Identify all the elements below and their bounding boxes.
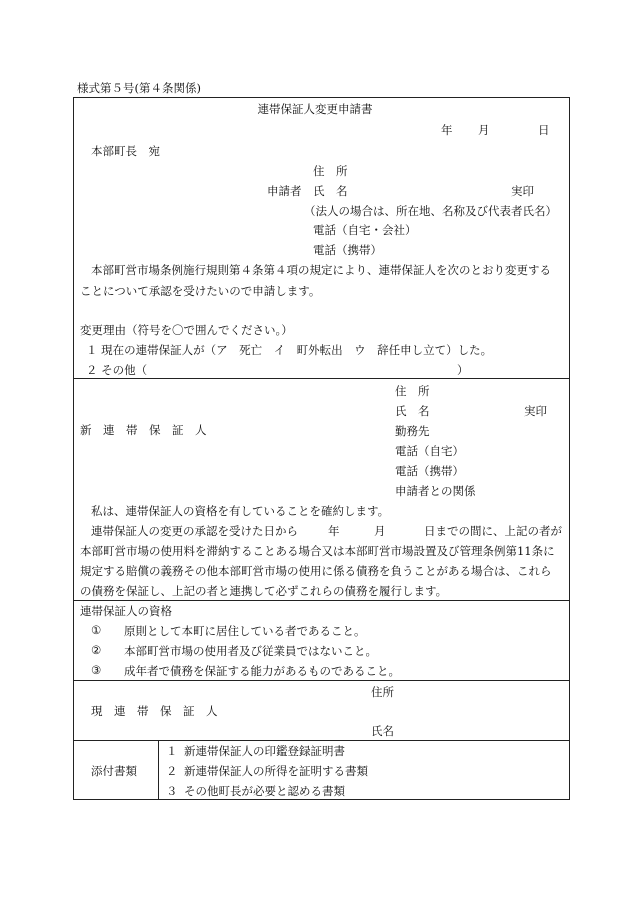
pledge-line2a: 連帯保証人の変更の承認を受けた日から bbox=[91, 524, 298, 538]
pledge-line2b: 日までの間に、上記の者が bbox=[424, 524, 562, 538]
pledge-line1: 私は、連帯保証人の資格を有していることを確約します。 bbox=[91, 504, 390, 518]
reason-heading: 変更理由（符号を〇で囲んでください。） bbox=[80, 323, 293, 337]
attachment-num: ３ bbox=[166, 784, 178, 798]
new-guarantor-phone-home-label: 電話（自宅） bbox=[395, 444, 464, 458]
attachments-column-divider bbox=[158, 740, 159, 800]
pledge-line2-year: 年 bbox=[328, 524, 340, 538]
pledge-line5: の債務を保証し、上記の者と連携して必ずこれらの債務を履行します。 bbox=[80, 584, 448, 598]
qualification-mark: ① bbox=[91, 623, 102, 637]
qualifications-heading: 連帯保証人の資格 bbox=[80, 604, 172, 618]
qualification-mark: ③ bbox=[91, 663, 102, 677]
pledge-line4: 規定する賠償の義務その他本部町営市場の使用に係る債務を負うことがある場合は、これら bbox=[80, 564, 552, 578]
reason-item-1: １ 現在の連帯保証人が（ア 死亡 イ 町外転出 ウ 辞任申し立て）した。 bbox=[86, 343, 493, 357]
pledge-line2-month: 月 bbox=[374, 524, 386, 538]
applicant-address-label: 住 所 bbox=[313, 164, 348, 178]
reason-item-2-suffix: ） bbox=[457, 363, 469, 377]
new-guarantor-workplace-label: 勤務先 bbox=[395, 424, 430, 438]
request-text-line1: 本部町営市場条例施行規則第４条第４項の規定により、連帯保証人を次のとおり変更する bbox=[91, 263, 551, 277]
qualification-text: 原則として本町に居住している者であること。 bbox=[124, 624, 366, 638]
attachment-text: 新連帯保証人の印鑑登録証明書 bbox=[184, 744, 345, 758]
applicant-name-label: 氏 名 bbox=[313, 184, 348, 198]
applicant-corporate-note: （法人の場合は、所在地、名称及び代表者氏名） bbox=[304, 204, 557, 218]
current-guarantor-label: 現 連 帯 保 証 人 bbox=[91, 704, 218, 718]
attachment-num: ２ bbox=[166, 764, 178, 778]
current-guarantor-address-label: 住所 bbox=[371, 685, 394, 699]
new-guarantor-seal-label: 実印 bbox=[524, 404, 547, 418]
attachment-text: 新連帯保証人の所得を証明する書類 bbox=[184, 764, 368, 778]
new-guarantor-label: 新 連 帯 保 証 人 bbox=[80, 423, 207, 437]
request-text-line2: ことについて承認を受けたいので申請します。 bbox=[80, 284, 321, 298]
divider-new-guarantor bbox=[73, 378, 570, 379]
qualification-text: 本部町営市場の使用者及び従業員ではないこと。 bbox=[124, 644, 377, 658]
date-year-label: 年 bbox=[441, 123, 453, 137]
new-guarantor-relation-label: 申請者との関係 bbox=[395, 484, 476, 498]
divider-qualifications bbox=[73, 600, 570, 601]
qualification-text: 成年者で債務を保証する能力があるものであること。 bbox=[124, 664, 400, 678]
divider-current-guarantor bbox=[73, 680, 570, 681]
attachment-text: その他町長が必要と認める書類 bbox=[184, 784, 345, 798]
attachment-num: １ bbox=[166, 744, 178, 758]
divider-attachments bbox=[73, 740, 570, 741]
new-guarantor-phone-mobile-label: 電話（携帯） bbox=[395, 464, 464, 478]
applicant-role-label: 申請者 bbox=[267, 184, 302, 198]
applicant-phone-home-label: 電話（自宅・会社） bbox=[313, 223, 417, 237]
form-label: 様式第５号(第４条関係) bbox=[77, 81, 201, 95]
addressee: 本部町長 宛 bbox=[91, 144, 160, 158]
pledge-line3: 本部町営市場の使用料を滞納することある場合又は本部町営市場設置及び管理条例第11条に bbox=[80, 544, 555, 558]
applicant-seal-label: 実印 bbox=[511, 184, 534, 198]
new-guarantor-name-label: 氏 名 bbox=[395, 404, 430, 418]
current-guarantor-name-label: 氏名 bbox=[371, 724, 394, 738]
date-day-label: 日 bbox=[538, 123, 550, 137]
reason-item-2-prefix: ２ その他（ bbox=[86, 363, 148, 377]
qualification-mark: ② bbox=[91, 643, 102, 657]
form-title: 連帯保証人変更申請書 bbox=[257, 102, 373, 116]
applicant-phone-mobile-label: 電話（携帯） bbox=[313, 243, 382, 257]
attachments-label: 添付書類 bbox=[91, 764, 137, 778]
new-guarantor-address-label: 住 所 bbox=[395, 384, 430, 398]
date-month-label: 月 bbox=[478, 123, 490, 137]
